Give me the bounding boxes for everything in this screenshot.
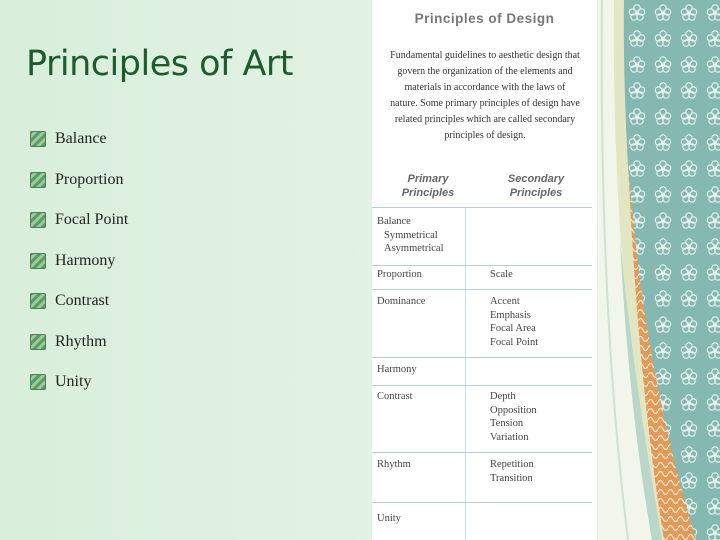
bullet-item xyxy=(30,250,128,291)
secondary-principle: Focal Point xyxy=(490,336,539,348)
table-row-primary xyxy=(377,268,422,282)
sub-principle: Symmetrical xyxy=(384,229,438,241)
primary-principle: Harmony xyxy=(377,364,417,375)
table-row-divider xyxy=(372,265,592,266)
bullet-item xyxy=(30,209,128,250)
table-row-primary xyxy=(377,363,417,377)
secondary-principle: Focal Area xyxy=(490,323,536,334)
primary-principle: Contrast xyxy=(377,391,413,402)
book-title: Principles of Design xyxy=(414,11,555,26)
bullet-square-icon xyxy=(30,212,46,228)
table-row-divider xyxy=(372,385,592,386)
bullet-item xyxy=(30,371,128,412)
principles-table xyxy=(372,207,592,540)
table-row-primary xyxy=(377,390,413,404)
bullet-square-icon xyxy=(30,131,46,147)
table-row-secondary xyxy=(490,390,537,444)
secondary-principle: Depth xyxy=(490,391,516,402)
bullet-square-icon xyxy=(30,374,46,390)
sub-principle: Asymmetrical xyxy=(384,243,444,254)
secondary-principle: Tension xyxy=(490,418,524,429)
table-row-primary xyxy=(377,512,401,526)
table-column-divider xyxy=(465,207,466,540)
table-row-divider xyxy=(372,207,592,208)
bullet-list xyxy=(30,128,128,412)
secondary-principles-header: Secondary Principles xyxy=(507,173,565,199)
bullet-item xyxy=(30,290,128,331)
bullet-item xyxy=(30,169,128,210)
bullet-text: Balance xyxy=(55,130,107,147)
bullet-square-icon xyxy=(30,334,46,350)
primary-principle: Unity xyxy=(377,513,401,524)
secondary-principle: Opposition xyxy=(490,404,537,416)
primary-principle: Balance xyxy=(377,216,411,227)
primary-principle: Proportion xyxy=(377,269,422,280)
textbook-page-image xyxy=(372,0,597,540)
bullet-square-icon xyxy=(30,253,46,269)
bullet-square-icon xyxy=(30,172,46,188)
bullet-text: Harmony xyxy=(55,251,116,269)
bullet-text: Focal Point xyxy=(55,211,129,228)
primary-principles-header: Primary Principles xyxy=(401,173,455,199)
secondary-principle: Transition xyxy=(490,472,533,484)
table-row-primary xyxy=(377,295,425,309)
table-row-secondary xyxy=(490,295,538,349)
table-row-secondary xyxy=(490,268,513,282)
table-row-secondary xyxy=(490,458,534,485)
secondary-principle: Repetition xyxy=(490,459,534,470)
bullet-text: Proportion xyxy=(55,170,124,188)
decorative-pattern-graphic xyxy=(598,0,720,540)
table-row-divider xyxy=(372,289,592,290)
decorative-pattern-panel xyxy=(598,0,720,540)
table-row-divider xyxy=(372,502,592,503)
secondary-principle: Emphasis xyxy=(490,309,531,321)
table-row-primary xyxy=(377,215,443,256)
secondary-principle: Scale xyxy=(490,269,513,280)
bullet-text: Rhythm xyxy=(55,332,107,350)
bullet-text: Unity xyxy=(55,373,92,390)
slide-title: Principles of Art xyxy=(26,44,294,84)
bullet-item xyxy=(30,128,128,169)
secondary-principle: Accent xyxy=(490,296,520,307)
bullet-item xyxy=(30,331,128,372)
secondary-principle: Variation xyxy=(490,431,529,443)
bullet-square-icon xyxy=(30,293,46,309)
book-intro-paragraph: Fundamental guidelines to aesthetic design that govern the organization of the elements and materials in accordance with the laws of nature. Some primary principles of design have related principles which are called secondary principles of design. xyxy=(390,50,580,141)
table-row-primary xyxy=(377,458,411,472)
bullet-text: Contrast xyxy=(55,292,110,309)
table-row-divider xyxy=(372,357,592,358)
primary-principle: Rhythm xyxy=(377,459,411,470)
table-row-divider xyxy=(372,452,592,453)
primary-principle: Dominance xyxy=(377,296,426,307)
